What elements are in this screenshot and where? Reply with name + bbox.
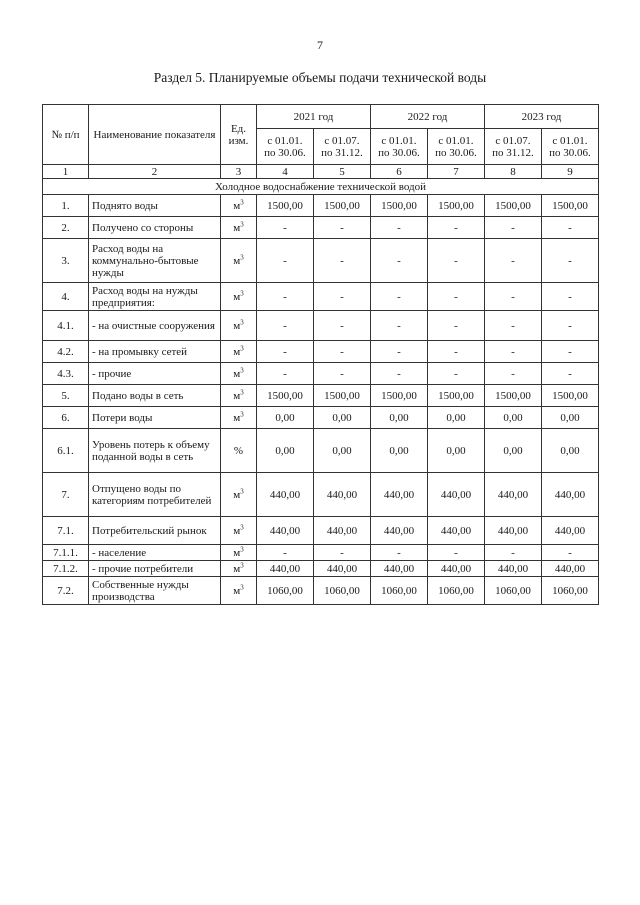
- row-value: -: [257, 363, 314, 385]
- row-value: 1060,00: [257, 577, 314, 605]
- row-value: -: [542, 283, 599, 311]
- row-unit: [221, 341, 257, 363]
- row-value: 1500,00: [371, 195, 428, 217]
- row-value: -: [428, 545, 485, 561]
- row-number: 7.2.: [43, 577, 89, 605]
- row-number: 7.1.2.: [43, 561, 89, 577]
- row-name: Подано воды в сеть: [89, 385, 221, 407]
- row-value: 440,00: [428, 473, 485, 517]
- row-value: 0,00: [485, 429, 542, 473]
- row-unit: [221, 311, 257, 341]
- row-name: - прочие потребители: [89, 561, 221, 577]
- page-number: 7: [317, 38, 323, 52]
- row-value: -: [485, 239, 542, 283]
- unit-exponent: 3: [240, 387, 244, 396]
- row-unit: [221, 561, 257, 577]
- row-value: 440,00: [542, 517, 599, 545]
- row-value: 440,00: [371, 517, 428, 545]
- row-value: -: [314, 311, 371, 341]
- row-value: 440,00: [314, 473, 371, 517]
- column-number: 1: [43, 165, 89, 179]
- row-value: 1060,00: [542, 577, 599, 605]
- water-supply-table: [42, 104, 599, 605]
- row-value: 0,00: [314, 429, 371, 473]
- header-period: с 01.01. по 30.06.: [371, 129, 428, 165]
- table-row: [43, 195, 599, 217]
- row-value: 0,00: [371, 407, 428, 429]
- unit-exponent: 3: [240, 409, 244, 418]
- row-value: 440,00: [257, 517, 314, 545]
- row-value: 440,00: [485, 561, 542, 577]
- row-name: Поднято воды: [89, 195, 221, 217]
- table-row: [43, 239, 599, 283]
- row-unit: [221, 239, 257, 283]
- row-value: -: [485, 363, 542, 385]
- row-value: 1500,00: [371, 385, 428, 407]
- unit-text: м: [233, 199, 241, 212]
- row-unit: [221, 283, 257, 311]
- row-value: -: [542, 311, 599, 341]
- row-value: 1500,00: [314, 195, 371, 217]
- row-value: 0,00: [542, 407, 599, 429]
- unit-exponent: 3: [240, 343, 244, 352]
- row-value: -: [371, 363, 428, 385]
- row-value: 440,00: [542, 561, 599, 577]
- unit-exponent: 3: [240, 197, 244, 206]
- row-value: -: [371, 341, 428, 363]
- row-value: -: [257, 341, 314, 363]
- row-value: 1500,00: [314, 385, 371, 407]
- row-value: 440,00: [428, 561, 485, 577]
- row-number: 1.: [43, 195, 89, 217]
- header-period: с 01.01. по 30.06.: [428, 129, 485, 165]
- table-row: [43, 473, 599, 517]
- row-value: 0,00: [371, 429, 428, 473]
- row-number: 4.: [43, 283, 89, 311]
- row-value: 1500,00: [542, 385, 599, 407]
- column-number: 6: [371, 165, 428, 179]
- column-number: 2: [89, 165, 221, 179]
- row-value: 1060,00: [428, 577, 485, 605]
- row-name: Расход воды на коммунально-бытовые нужды: [89, 239, 221, 283]
- unit-exponent: 3: [240, 486, 244, 495]
- row-value: -: [542, 341, 599, 363]
- table-row: [43, 545, 599, 561]
- row-name: - население: [89, 545, 221, 561]
- row-value: -: [542, 239, 599, 283]
- row-number: 5.: [43, 385, 89, 407]
- unit-exponent: 3: [240, 544, 244, 553]
- row-value: -: [257, 311, 314, 341]
- header-num: № п/п: [43, 105, 89, 165]
- column-number: 7: [428, 165, 485, 179]
- table-row: [43, 311, 599, 341]
- row-value: -: [485, 341, 542, 363]
- row-value: 0,00: [485, 407, 542, 429]
- row-value: -: [257, 217, 314, 239]
- row-number: 7.1.: [43, 517, 89, 545]
- column-number: 3: [221, 165, 257, 179]
- unit-text: м: [233, 562, 241, 575]
- row-value: 1500,00: [485, 195, 542, 217]
- row-value: 440,00: [485, 517, 542, 545]
- unit-exponent: 3: [240, 317, 244, 326]
- row-value: 440,00: [371, 561, 428, 577]
- header-year: 2022 год: [371, 105, 485, 129]
- row-name: Уровень потерь к объему поданной воды в сеть: [89, 429, 221, 473]
- table-row: [43, 341, 599, 363]
- row-number: 3.: [43, 239, 89, 283]
- column-number: 4: [257, 165, 314, 179]
- row-name: Получено со стороны: [89, 217, 221, 239]
- table-row: [43, 363, 599, 385]
- unit-text: %: [233, 444, 244, 457]
- row-value: 0,00: [314, 407, 371, 429]
- unit-text: м: [233, 345, 241, 358]
- unit-text: м: [233, 290, 241, 303]
- row-value: 1500,00: [428, 195, 485, 217]
- row-value: 440,00: [542, 473, 599, 517]
- unit-exponent: 3: [240, 288, 244, 297]
- unit-text: м: [233, 319, 241, 332]
- row-value: 1500,00: [542, 195, 599, 217]
- row-number: 7.1.1.: [43, 545, 89, 561]
- column-number: 5: [314, 165, 371, 179]
- column-number: 8: [485, 165, 542, 179]
- row-value: -: [314, 545, 371, 561]
- row-value: 1500,00: [257, 385, 314, 407]
- row-value: 440,00: [485, 473, 542, 517]
- row-value: -: [314, 283, 371, 311]
- row-number: 7.: [43, 473, 89, 517]
- row-value: 0,00: [257, 407, 314, 429]
- row-unit: [221, 545, 257, 561]
- row-value: -: [428, 341, 485, 363]
- table-row: [43, 517, 599, 545]
- unit-exponent: 3: [240, 560, 244, 569]
- table-row: [43, 283, 599, 311]
- row-unit: [221, 429, 257, 473]
- row-value: -: [314, 341, 371, 363]
- row-name: Отпущено воды по категориям потребителей: [89, 473, 221, 517]
- row-value: -: [485, 545, 542, 561]
- header-unit: Ед. изм.: [221, 105, 257, 165]
- row-value: 440,00: [371, 473, 428, 517]
- unit-exponent: 3: [240, 522, 244, 531]
- row-value: -: [428, 239, 485, 283]
- unit-exponent: 3: [240, 582, 244, 591]
- unit-text: м: [233, 367, 241, 380]
- table-row: [43, 385, 599, 407]
- table-row: [43, 407, 599, 429]
- table-row: [43, 429, 599, 473]
- row-name: - на промывку сетей: [89, 341, 221, 363]
- unit-text: м: [233, 411, 241, 424]
- table-row: [43, 577, 599, 605]
- row-value: 440,00: [314, 561, 371, 577]
- row-value: -: [314, 239, 371, 283]
- row-name: - на очистные сооружения: [89, 311, 221, 341]
- table-row: [43, 561, 599, 577]
- column-number: 9: [542, 165, 599, 179]
- header-period: с 01.01. по 30.06.: [542, 129, 599, 165]
- row-unit: [221, 385, 257, 407]
- row-unit: [221, 473, 257, 517]
- row-number: 4.3.: [43, 363, 89, 385]
- row-value: 1060,00: [314, 577, 371, 605]
- row-value: -: [428, 363, 485, 385]
- row-value: -: [428, 217, 485, 239]
- row-value: -: [542, 363, 599, 385]
- row-value: 1060,00: [371, 577, 428, 605]
- unit-text: м: [233, 389, 241, 402]
- header-name: Наименование показателя: [89, 105, 221, 165]
- row-number: 6.1.: [43, 429, 89, 473]
- row-number: 4.1.: [43, 311, 89, 341]
- row-value: 1500,00: [428, 385, 485, 407]
- row-name: Потери воды: [89, 407, 221, 429]
- unit-text: м: [233, 254, 241, 267]
- row-value: -: [257, 283, 314, 311]
- row-value: -: [371, 239, 428, 283]
- header-year: 2021 год: [257, 105, 371, 129]
- row-name: - прочие: [89, 363, 221, 385]
- row-value: 1500,00: [257, 195, 314, 217]
- row-value: -: [428, 283, 485, 311]
- unit-text: м: [233, 221, 241, 234]
- unit-exponent: 3: [240, 365, 244, 374]
- row-value: -: [257, 239, 314, 283]
- unit-text: м: [233, 546, 241, 559]
- unit-exponent: 3: [240, 252, 244, 261]
- row-value: 0,00: [542, 429, 599, 473]
- row-name: Потребительский рынок: [89, 517, 221, 545]
- row-value: 1500,00: [485, 385, 542, 407]
- row-value: -: [314, 363, 371, 385]
- row-value: 0,00: [428, 429, 485, 473]
- row-value: -: [542, 217, 599, 239]
- header-period: с 01.07. по 31.12.: [314, 129, 371, 165]
- row-unit: [221, 407, 257, 429]
- unit-text: м: [233, 584, 241, 597]
- row-value: 1060,00: [485, 577, 542, 605]
- row-value: -: [314, 217, 371, 239]
- unit-text: м: [233, 524, 241, 537]
- row-value: -: [485, 217, 542, 239]
- table-row: [43, 217, 599, 239]
- header-year: 2023 год: [485, 105, 599, 129]
- row-value: -: [371, 283, 428, 311]
- row-name: Расход воды на нужды предприятия:: [89, 283, 221, 311]
- row-value: -: [485, 311, 542, 341]
- row-unit: [221, 363, 257, 385]
- row-value: -: [542, 545, 599, 561]
- row-value: 0,00: [257, 429, 314, 473]
- unit-text: м: [233, 488, 241, 501]
- row-unit: [221, 517, 257, 545]
- row-value: 0,00: [428, 407, 485, 429]
- row-value: -: [371, 217, 428, 239]
- unit-exponent: 3: [240, 219, 244, 228]
- row-value: -: [257, 545, 314, 561]
- row-value: -: [371, 311, 428, 341]
- row-unit: [221, 217, 257, 239]
- header-period: с 01.01. по 30.06.: [257, 129, 314, 165]
- page-title: Раздел 5. Планируемые объемы подачи технической воды: [153, 70, 487, 85]
- row-number: 4.2.: [43, 341, 89, 363]
- row-value: -: [428, 311, 485, 341]
- row-value: 440,00: [257, 561, 314, 577]
- row-value: 440,00: [257, 473, 314, 517]
- section-label: Холодное водоснабжение технической водой: [43, 179, 599, 195]
- row-name: Собственные нужды производства: [89, 577, 221, 605]
- row-unit: [221, 195, 257, 217]
- row-value: -: [485, 283, 542, 311]
- header-period: с 01.07. по 31.12.: [485, 129, 542, 165]
- row-number: 6.: [43, 407, 89, 429]
- row-value: 440,00: [428, 517, 485, 545]
- row-number: 2.: [43, 217, 89, 239]
- row-value: 440,00: [314, 517, 371, 545]
- row-value: -: [371, 545, 428, 561]
- row-unit: [221, 577, 257, 605]
